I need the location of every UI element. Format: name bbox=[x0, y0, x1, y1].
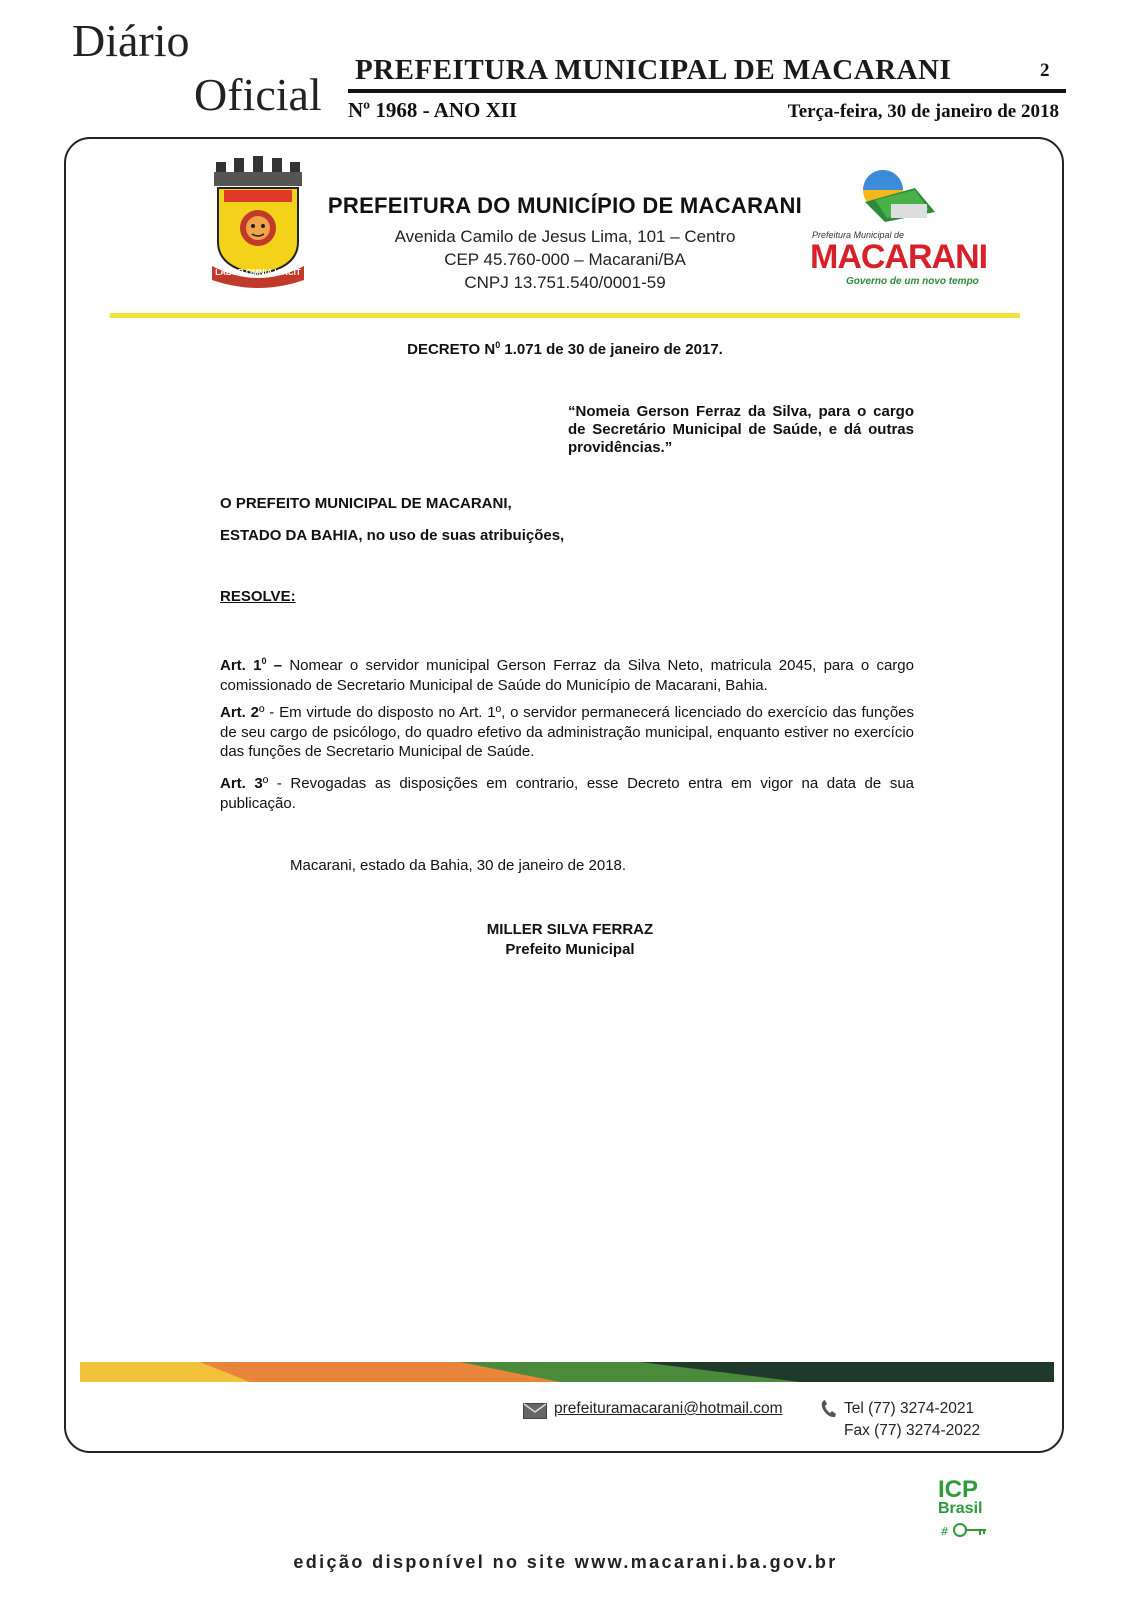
article-2: Art. 2º - Em virtude do disposto no Art. 1º, o servidor permanecerá licenciado do exercício das funções de seu cargo de psicólogo, do quadro efetivo da administração municipal, enquanto estiver no exercício das funções de Secretario Municipal de Saúde. bbox=[220, 704, 915, 760]
letterhead-address: Avenida Camilo de Jesus Lima, 101 – Centro bbox=[394, 227, 736, 246]
masthead-oficial: Oficial bbox=[194, 69, 322, 120]
logo-tagline: Governo de um novo tempo bbox=[846, 276, 979, 287]
svg-text:#: # bbox=[940, 1525, 950, 1538]
icp-brasil-text: Brasil bbox=[938, 1500, 983, 1517]
issue-date: Terça-feira, 30 de janeiro de 2018 bbox=[787, 101, 1059, 122]
masthead-diario: Diário bbox=[72, 15, 190, 66]
footer-site: edição disponível no site www.macarani.ba.gov.br bbox=[293, 1552, 838, 1572]
signer-role: Prefeito Municipal bbox=[505, 941, 635, 958]
contact-email[interactable]: prefeituramacarani@hotmail.com bbox=[554, 1400, 783, 1417]
letterhead-divider bbox=[110, 313, 1020, 318]
decorative-stripe bbox=[80, 1362, 1054, 1382]
place-date: Macarani, estado da Bahia, 30 de janeiro de 2018. bbox=[290, 857, 627, 874]
masthead-title: PREFEITURA MUNICIPAL DE MACARANI bbox=[355, 54, 952, 86]
crest-motto: LABOR OMNIA VINCIT bbox=[215, 268, 301, 277]
letterhead-name: PREFEITURA DO MUNICÍPIO DE MACARANI bbox=[327, 193, 803, 218]
logo-small-text: Prefeitura Municipal de bbox=[812, 230, 905, 240]
key-icon bbox=[938, 1520, 988, 1540]
logo-big-text: MACARANI bbox=[810, 238, 988, 276]
contact-fax: Fax (77) 3274-2022 bbox=[844, 1422, 981, 1439]
masthead-rule bbox=[348, 89, 1066, 93]
article-1: Art. $1^0$ – Nomear o servidor municipal Gerson Ferraz da Silva Neto, matricula 2045, para o cargo comissionado de Secretario Municipal de Saúde do Município de Macarani, Bahia. bbox=[220, 656, 914, 694]
page-number: 2 bbox=[1040, 60, 1050, 81]
letterhead-cnpj: CNPJ 13.751.540/0001-59 bbox=[464, 273, 666, 292]
preamble-line-2: ESTADO DA BAHIA, no uso de suas atribuições, bbox=[220, 527, 565, 544]
signer-name: MILLER SILVA FERRAZ bbox=[486, 921, 654, 938]
decree-ementa: “Nomeia Gerson Ferraz da Silva, para o cargo de Secretário Municipal de Saúde, e dá outras providências.” bbox=[568, 403, 914, 456]
resolve-heading: RESOLVE: bbox=[220, 588, 296, 605]
mail-icon bbox=[523, 1403, 547, 1419]
icp-text: ICP bbox=[938, 1476, 979, 1503]
phone-icon bbox=[820, 1399, 838, 1419]
letterhead-cep: CEP 45.760-000 – Macarani/BA bbox=[444, 250, 686, 269]
issue-number: Nº 1968 - ANO XII bbox=[348, 98, 518, 122]
article-3: Art. 3º - Revogadas as disposições em contrario, esse Decreto entra em vigor na data de sua publicação. bbox=[220, 775, 914, 812]
contact-tel: Tel (77) 3274-2021 bbox=[844, 1400, 975, 1417]
decree-title: DECRETO $N^0$ 1.071 de 30 de janeiro de 2017. bbox=[407, 340, 723, 358]
preamble-line-1: O PREFEITO MUNICIPAL DE MACARANI, bbox=[220, 495, 512, 512]
